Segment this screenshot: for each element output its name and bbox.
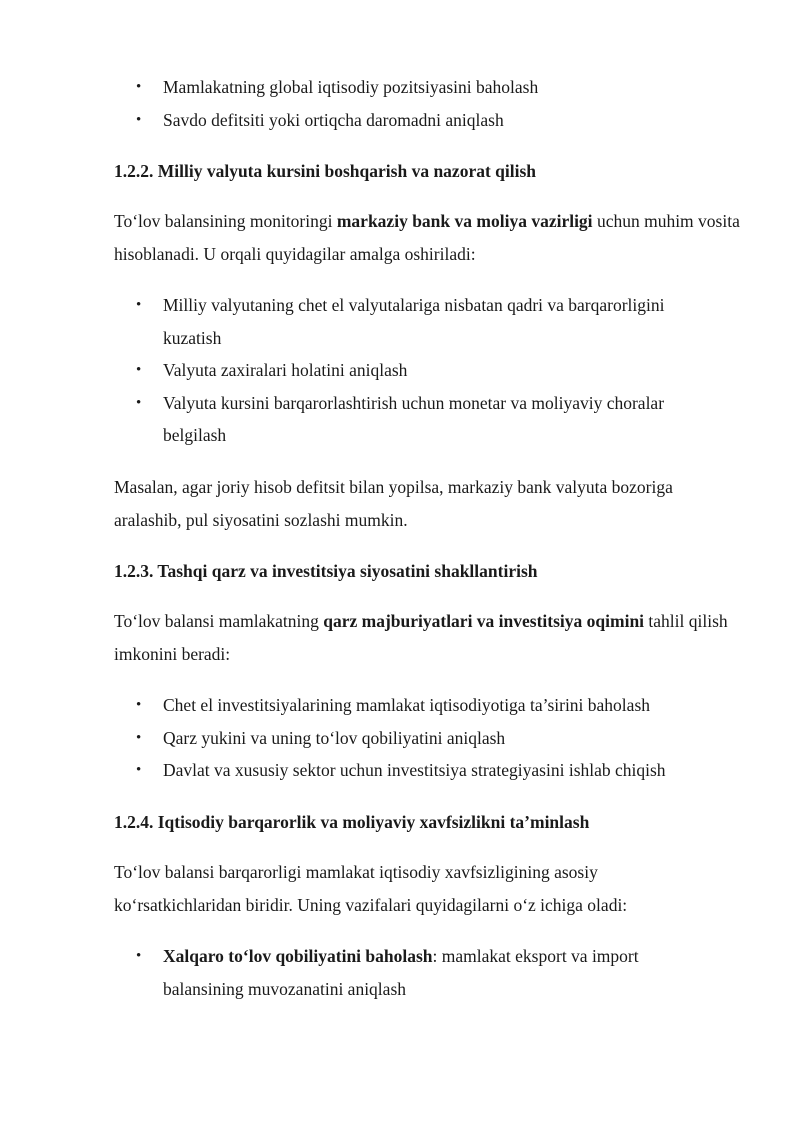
- list-item: • Xalqaro to‘lov qobiliyatini baholash: mamlakat eksport va import balansining muvozanatini aniqlash: [136, 940, 696, 1005]
- list-item: • Chet el investitsiyalarining mamlakat iqtisodiyotiga ta’sirini baholash: [136, 689, 736, 722]
- emphasis: Xalqaro to‘lov qobiliyatini baholash: [163, 946, 433, 966]
- section-intro-1-2-2: To‘lov balansining monitoringi markaziy bank va moliya vazirligi uchun muhim vosita hisoblanadi. U orqali quyidagilar amalga oshiriladi:: [114, 211, 740, 264]
- list-item: • Valyuta zaxiralari holatini aniqlash: [136, 354, 716, 387]
- list-item: • Valyuta kursini barqarorlashtirish uchun monetar va moliyaviy choralar belgilash: [136, 387, 716, 452]
- list-item: • Davlat va xususiy sektor uchun investitsiya strategiyasini ishlab chiqish: [136, 754, 736, 787]
- example-paragraph: Masalan, agar joriy hisob defitsit bilan yopilsa, markaziy bank valyuta bozoriga aralashib, pul siyosatini sozlashi mumkin.: [114, 477, 673, 530]
- emphasis: markaziy bank va moliya vazirligi: [336, 211, 593, 231]
- section-intro-1-2-3: To‘lov balansi mamlakatning qarz majburiyatlari va investitsiya oqimini tahlil qilish imkonini beradi:: [114, 611, 728, 664]
- bullet-list-1-2-2: [136, 289, 716, 452]
- list-item: • Milliy valyutaning chet el valyutalariga nisbatan qadri va barqarorligini kuzatish: [136, 289, 716, 354]
- list-item: • Savdo defitsiti yoki ortiqcha daromadni aniqlash: [136, 104, 736, 137]
- bullet-list-top: [136, 71, 736, 136]
- list-item: • Qarz yukini va uning to‘lov qobiliyatini aniqlash: [136, 722, 736, 755]
- bullet-list-1-2-4: [136, 940, 696, 1005]
- list-item: • Mamlakatning global iqtisodiy pozitsiyasini baholash: [136, 71, 736, 104]
- emphasis: qarz majburiyatlari va investitsiya oqimini: [323, 611, 645, 631]
- section-heading-1-2-2: 1.2.2. Milliy valyuta kursini boshqarish va nazorat qilish: [114, 161, 537, 181]
- section-intro-1-2-4: To‘lov balansi barqarorligi mamlakat iqtisodiy xavfsizligining asosiy ko‘rsatkichlaridan biridir. Uning vazifalari quyidagilarni o‘z ichiga oladi:: [114, 862, 628, 915]
- section-heading-1-2-3: 1.2.3. Tashqi qarz va investitsiya siyosatini shakllantirish: [114, 561, 538, 581]
- bullet-list-1-2-3: [136, 689, 736, 787]
- section-heading-1-2-4: 1.2.4. Iqtisodiy barqarorlik va moliyaviy xavfsizlikni ta’minlash: [114, 812, 590, 832]
